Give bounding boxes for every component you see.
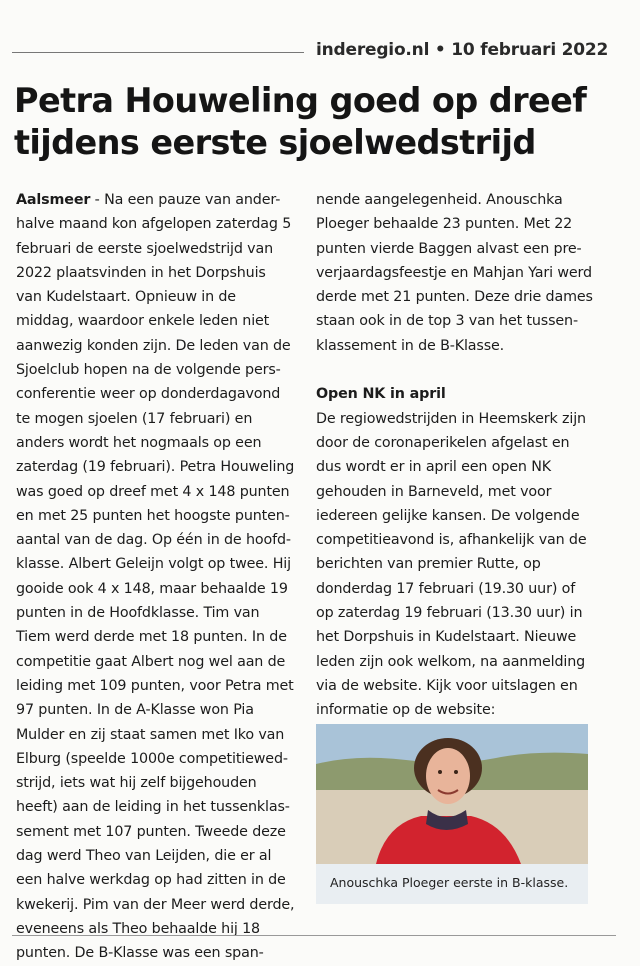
photo-caption: Anouschka Ploeger eerste in B-klasse. [330,875,569,890]
text-line: Ploeger behaalde 23 punten. Met 22 [316,216,573,233]
first-line [16,188,306,212]
text-line: zaterdag (19 februari). Petra Houweling [16,459,295,476]
article-column-1 [16,188,306,966]
text-line: punten vierde Baggen alvast een pre- [316,240,582,257]
text-line: leden zijn ook welkom, na aanmelding [316,653,586,670]
photo [316,724,588,864]
text-line: iedereen gelijke kansen. De volgende [316,507,580,524]
text-line: punten in de Hoofdklasse. Tim van [16,605,260,622]
text-line: kwekerij. Pim van der Meer werd derde, [16,896,295,913]
text-line: dag werd Theo van Leijden, die er al [16,848,272,865]
text-line: donderdag 17 februari (19.30 uur) of [316,580,576,597]
text-line: aantal van de dag. Op één in de hoofd- [16,532,291,549]
text-line: Tiem werd derde met 18 punten. In de [16,629,287,646]
text-line: De regiowedstrijden in Heemskerk zijn [316,410,586,427]
text-line: competitie gaat Albert nog wel aan de [16,653,286,670]
text-line: via de website. Kijk voor uitslagen en [316,677,578,694]
masthead: inderegio.nl • 10 februari 2022 [316,40,609,60]
text-line: was goed op dreef met 4 x 148 punten [16,483,290,500]
text-line: februari de eerste sjoelwedstrijd van [16,240,274,257]
dateline: Aalsmeer [16,192,91,208]
text-line: een halve werkdag op had zitten in de [16,872,286,889]
text-line: 2022 plaatsvinden in het Dorpshuis [16,264,266,281]
photo-caption-box [316,864,588,904]
text-line: Mulder en zij staat samen met Iko van [16,726,285,743]
text-line: halve maand kon afgelopen zaterdag 5 [16,216,292,233]
text-line: leiding met 109 punten, voor Petra met [16,677,294,694]
text-line: staan ook in de top 3 van het tussen- [316,313,578,330]
text-line: strijd, iets wat hij zelf bijgehouden [16,775,257,792]
text-line: anders wordt het nogmaals op een [16,434,262,451]
text-line: Elburg (speelde 1000e competitiewed- [16,750,288,767]
text-line: klasse. Albert Geleijn volgt op twee. Hij [16,556,291,573]
text-line: dus wordt er in april een open NK [316,459,551,476]
text-line: derde met 21 punten. Deze drie dames [316,289,593,306]
text-line: nende aangelegenheid. Anouschka [316,192,563,208]
headline-line: Petra Houweling goed op dreef [14,81,587,120]
text-line: door de coronaperikelen afgelast en [316,434,570,451]
header-rule [12,52,304,53]
subheading: Open NK in april [316,386,446,403]
text-line: heeft) aan de leiding in het tussenklas- [16,799,290,816]
text-line: eveneens als Theo behaalde hij 18 [16,920,261,937]
text-line: gehouden in Barneveld, met voor [316,483,552,500]
article-column-2 [316,188,626,747]
first-line-text: - Na een pauze van ander- [90,192,281,208]
text-line: competitieavond is, afhankelijk van de [316,532,587,549]
text-line: informatie op de website: [316,702,496,719]
portrait-photo [316,724,588,864]
text-line: op zaterdag 19 februari (13.30 uur) in [316,605,583,622]
text-line: gooide ook 4 x 148, maar behaalde 19 [16,580,288,597]
photo-face [426,748,470,804]
text-line: van Kudelstaart. Opnieuw in de [16,289,236,306]
photo-eye [454,770,458,774]
footer-rule [12,935,616,936]
text-line: verjaardagsfeestje en Mahjan Yari werd [316,264,592,281]
text-line: te mogen sjoelen (17 februari) en [16,410,253,427]
text-line: 97 punten. In de A-Klasse won Pia [16,702,254,719]
text-line: conferentie weer op donderdagavond [16,386,281,403]
text-line: sement met 107 punten. Tweede deze [16,823,286,840]
text-line: punten. De B-Klasse was een span- [16,945,264,962]
headline-line: tijdens eerste sjoelwedstrijd [14,123,536,162]
text-line: Sjoelclub hopen na de volgende pers- [16,362,281,379]
photo-eye [438,770,442,774]
text-line: klassement in de B-Klasse. [316,337,505,354]
text-line: berichten van premier Rutte, op [316,556,541,573]
headline [14,80,626,164]
text-line: en met 25 punten het hoogste punten- [16,507,290,524]
text-line: middag, waardoor enkele leden niet [16,313,270,330]
text-line: het Dorpshuis in Kudelstaart. Nieuwe [316,629,577,646]
text-line: aanwezig konden zijn. De leden van de [16,337,291,354]
